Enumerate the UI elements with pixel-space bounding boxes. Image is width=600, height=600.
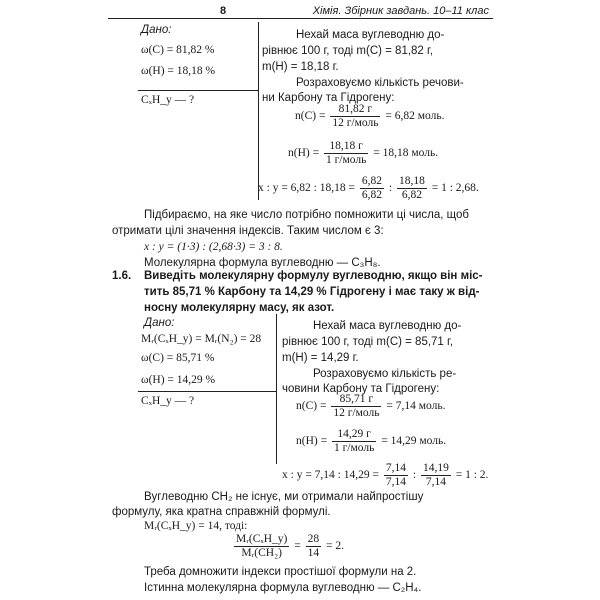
ratio-separator: :	[388, 182, 393, 195]
body-text: Підбираємо, на яке число потрібно помножити ці числа, щоб	[144, 209, 469, 221]
solution-text: ни Карбону та Гідрогену:	[262, 92, 395, 104]
numerator: Mᵣ(CₓH_y)	[236, 533, 288, 545]
body-text: Треба домножити індекси простішої формули на 2.	[144, 566, 417, 578]
given-line: ω(C) = 81,82 %	[141, 44, 215, 56]
body-text: формулу, яка кратна справжній формулі.	[112, 506, 331, 518]
given-line: ω(C) = 85,71 %	[141, 352, 215, 364]
solution-text: рівнює 100 г, тоді m(C) = 81,82 г,	[262, 45, 434, 57]
body-text: Молекулярна формула вуглеводню — C₃H₈.	[144, 257, 381, 269]
denominator: 1 г/моль	[325, 154, 367, 166]
given-line: Mᵣ(CₓH_y) = Mᵣ(N₂) = 28	[141, 333, 262, 345]
numerator: 18,18 г	[324, 140, 368, 154]
eq-result: = 18,18 моль.	[373, 147, 439, 160]
solution-text: Розраховуємо кількість ре-	[313, 368, 457, 380]
fraction	[384, 462, 408, 489]
solution-text: човини Карбону та Гідрогену:	[282, 383, 440, 395]
problem-number: 1.6.	[112, 270, 132, 282]
equals-sign: =	[294, 540, 301, 553]
eq-left: n(C) =	[296, 400, 327, 413]
denominator: 7,14	[385, 476, 406, 488]
ratio-separator: :	[412, 469, 417, 482]
numerator: 14,19	[422, 462, 449, 474]
eq-result: = 7,14 моль.	[386, 400, 446, 413]
given-divider-vertical	[276, 314, 277, 464]
fraction	[306, 533, 322, 560]
body-text: отримати цілі значення індексів. Таким числом є 3:	[112, 225, 384, 237]
fraction	[421, 462, 451, 489]
fraction	[324, 140, 368, 167]
find-line: CₓH_y — ?	[141, 94, 195, 106]
task-text: тить 85,71 % Карбону та 14,29 % Гідрогену і має таку ж від-	[144, 286, 480, 298]
solution-text: рівнює 100 г, тоді m(C) = 85,71 г,	[282, 336, 454, 348]
numerator: 28	[307, 533, 320, 545]
fraction	[397, 175, 427, 202]
eq-result: = 2.	[325, 540, 344, 553]
denominator: 12 г/моль	[332, 117, 379, 129]
body-formula: Mᵣ(CₓH_y) = 14, тоді:	[144, 520, 248, 532]
given-line: ω(H) = 18,18 %	[141, 65, 216, 77]
body-text: Вуглеводню CH₂ не існує, ми отримали найпростішу	[144, 491, 424, 503]
fraction	[330, 103, 380, 130]
given-label: Дано:	[144, 317, 175, 329]
fraction	[331, 393, 381, 420]
task-text: Виведіть молекулярну формулу вуглеводню, якщо він міс-	[144, 270, 483, 282]
solution-text: Розраховуємо кількість речови-	[296, 77, 464, 89]
fraction	[332, 428, 376, 455]
solution-text: m(H) = 14,29 г.	[282, 352, 359, 364]
given-label: Дано:	[141, 24, 172, 36]
equation-ratio	[258, 175, 479, 202]
eq-left: n(H) =	[296, 435, 328, 448]
denominator: 6,82	[401, 189, 422, 201]
denominator: 7,14	[425, 476, 446, 488]
given-divider-horizontal	[138, 90, 258, 91]
task-text: носну молекулярну масу, як азот.	[144, 302, 335, 314]
given-line: ω(H) = 14,29 %	[141, 374, 216, 386]
denominator: Mᵣ(CH₂)	[241, 547, 282, 559]
eq-result: = 14,29 моль.	[381, 435, 447, 448]
eq-left: n(H) =	[288, 147, 320, 160]
numerator: 85,71 г	[331, 393, 381, 407]
equation-molar-ratio	[232, 533, 344, 560]
numerator: 18,18	[398, 175, 425, 187]
eq-result: = 1 : 2,68.	[431, 182, 479, 195]
solution-text: Нехай маса вуглеводню до-	[296, 29, 445, 41]
solution-text: m(H) = 18,18 г.	[262, 61, 339, 73]
numerator: 6,82	[361, 175, 382, 187]
eq-left: x : y = 7,14 : 14,29 =	[282, 469, 379, 482]
equation-nc	[296, 393, 445, 420]
denominator: 1 г/моль	[333, 442, 375, 454]
denominator: 12 г/моль	[333, 407, 380, 419]
numerator: 81,82 г	[330, 103, 380, 117]
equation-nc	[295, 103, 444, 130]
find-line: CₓH_y — ?	[141, 395, 195, 407]
eq-result: = 6,82 моль.	[385, 110, 445, 123]
numerator: 7,14	[385, 462, 406, 474]
eq-result: = 1 : 2.	[455, 469, 489, 482]
equation-ratio	[282, 462, 488, 489]
equation-nh	[296, 428, 446, 455]
eq-left: x : y = 6,82 : 18,18 =	[258, 182, 355, 195]
running-title: Хімія. Збірник завдань. 10–11 клас	[312, 5, 489, 17]
numerator: 14,29 г	[332, 428, 376, 442]
running-header	[108, 2, 493, 19]
body-formula: x : y = (1·3) : (2,68·3) = 3 : 8.	[144, 241, 283, 253]
denominator: 14	[307, 547, 320, 559]
equation-nh	[288, 140, 438, 167]
body-text: Істинна молекулярна формула вуглеводню — C₂H₄.	[144, 582, 422, 594]
fraction	[360, 175, 384, 202]
eq-left: n(C) =	[295, 110, 326, 123]
denominator: 6,82	[361, 189, 382, 201]
given-divider-vertical	[258, 22, 259, 200]
solution-text: Нехай маса вуглеводню до-	[313, 320, 462, 332]
page-number: 8	[220, 5, 227, 17]
fraction	[234, 533, 289, 560]
given-divider-horizontal	[138, 391, 276, 392]
